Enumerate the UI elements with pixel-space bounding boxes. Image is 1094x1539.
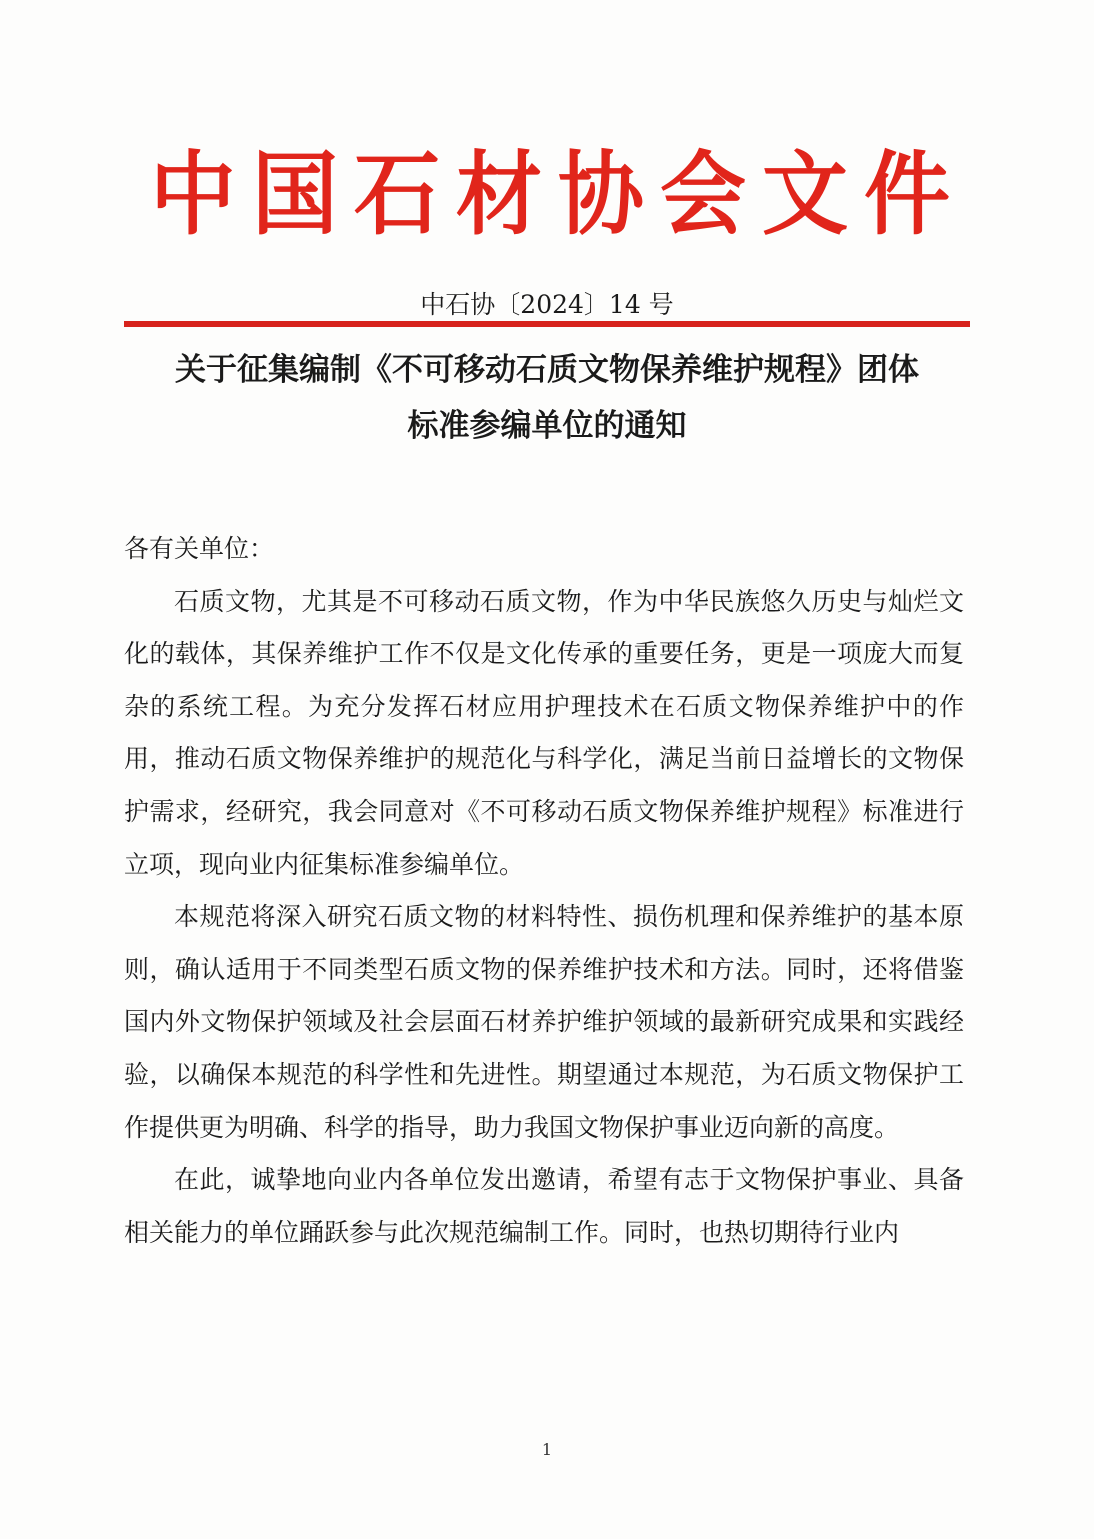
- masthead-char: 文: [762, 141, 848, 248]
- title-line-2: 标准参编单位的通知: [407, 408, 687, 444]
- document-number: 中石协〔2024〕14 号: [420, 290, 674, 319]
- masthead-char: 会: [660, 141, 746, 248]
- masthead-char: 材: [456, 141, 542, 248]
- title-line-1: 关于征集编制《不可移动石质文物保养维护规程》团体: [175, 352, 919, 388]
- body-paragraph-2: 本规范将深入研究石质文物的材料特性、损伤机理和保养维护的基本原则，确认适用于不同类型石质文物的保养维护技术和方法。同时，还将借鉴国内外文物保护领域及社会层面石材养护维护领域的最新研究成果和实践经验，以确保本规范的科学性和先进性。期望通过本规范，为石质文物保护工作提供更为明确、科学的指导，助力我国文物保护事业迈向新的高度。: [124, 902, 964, 1142]
- body-paragraph-1: 石质文物，尤其是不可移动石质文物，作为中华民族悠久历史与灿烂文化的载体，其保养维护工作不仅是文化传承的重要任务，更是一项庞大而复杂的系统工程。为充分发挥石材应用护理技术在石质文物保养维护中的作用，推动石质文物保养维护的规范化与科学化，满足当前日益增长的文物保护需求，经研究，我会同意对《不可移动石质文物保养维护规程》标准进行立项，现向业内征集标准参编单位。: [124, 586, 964, 879]
- salutation: 各有关单位：: [124, 534, 275, 563]
- document-title: [0, 342, 1094, 454]
- masthead-char: 件: [864, 141, 950, 248]
- body-paragraph-3: 在此，诚挚地向业内各单位发出邀请，希望有志于文物保护事业、具备相关能力的单位踊跃参与此次规范编制工作。同时，也热切期待行业内: [124, 1165, 964, 1247]
- document-body: [124, 523, 964, 1259]
- masthead-title: [150, 140, 950, 250]
- masthead-char: 石: [354, 141, 440, 248]
- red-divider-line: [124, 321, 970, 327]
- masthead-char: 国: [252, 141, 338, 248]
- masthead-char: 协: [558, 141, 644, 248]
- page-number: 1: [541, 1440, 553, 1459]
- masthead-char: 中: [150, 141, 236, 248]
